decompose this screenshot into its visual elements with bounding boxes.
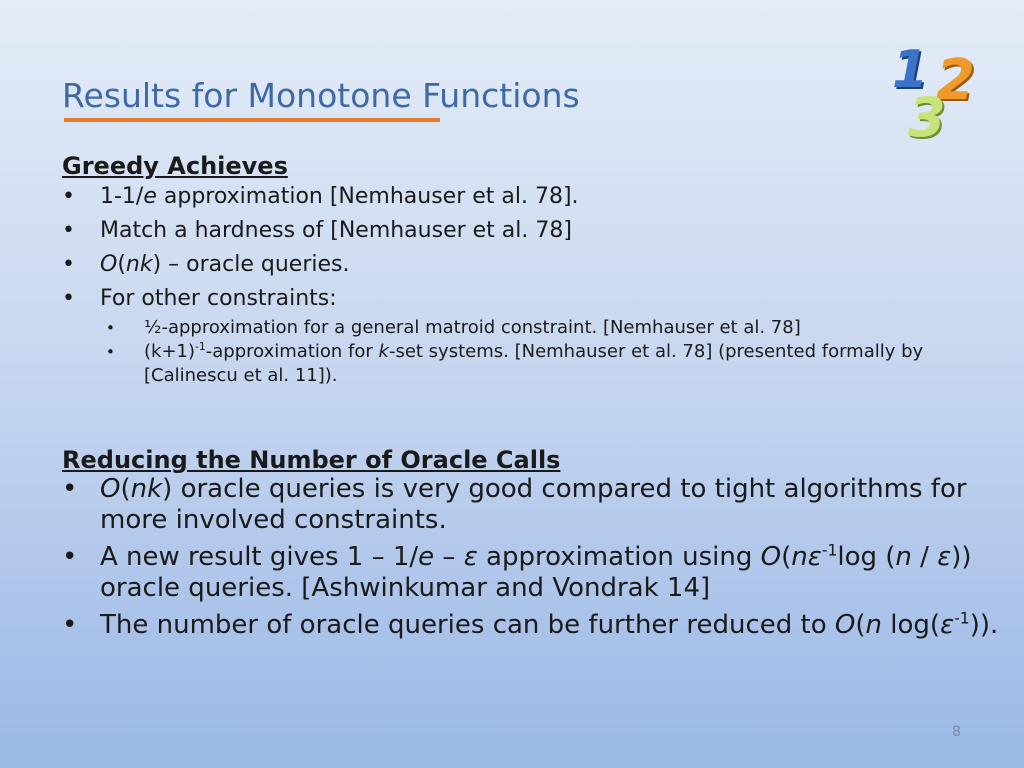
text: ) oracle queries is very good compared to tight algorithms for more involved constraints. xyxy=(100,474,967,535)
text-italic: O xyxy=(100,474,121,504)
logo-digit-2: 2 xyxy=(936,48,975,113)
text-italic: O xyxy=(760,542,782,572)
text: approximation [Nemhauser et al. 78]. xyxy=(156,184,579,209)
text-italic: n xyxy=(895,542,912,572)
text-italic: e xyxy=(143,184,157,209)
text: )). xyxy=(969,610,999,640)
text: ( xyxy=(120,474,131,504)
text: – xyxy=(434,542,464,572)
text: -approximation for xyxy=(205,341,379,362)
title-underline xyxy=(64,118,440,122)
text: ( xyxy=(117,252,126,277)
text: ( xyxy=(855,610,866,640)
page-number: 8 xyxy=(952,724,961,740)
bullet-oracle-queries xyxy=(62,248,974,282)
oracle-bullet-list xyxy=(62,474,1000,641)
greedy-section xyxy=(62,152,974,388)
bullet-other-constraints: • For other constraints: xyxy=(62,282,974,316)
text: / xyxy=(911,542,938,572)
greedy-bullet-list xyxy=(62,180,974,316)
text-italic: nk xyxy=(130,474,163,504)
superscript: -1 xyxy=(195,340,206,353)
bullet-onk-good xyxy=(62,474,1000,536)
sub-bullet-matroid: • ½-approximation for a general matroid constraint. [Nemhauser et al. 78] xyxy=(106,316,974,340)
numbers-logo-icon xyxy=(884,40,984,160)
text: (k+1) xyxy=(144,341,196,362)
bullet-approximation xyxy=(62,180,974,214)
text-italic: k xyxy=(378,341,389,362)
section-heading-oracle: Reducing the Number of Oracle Calls xyxy=(62,446,561,474)
text: 1-1/ xyxy=(100,184,144,209)
text: A new result gives 1 – 1/ xyxy=(100,542,419,572)
superscript: -1 xyxy=(954,609,970,628)
text-italic: ε xyxy=(937,542,952,572)
text-italic: O xyxy=(100,252,118,277)
logo-digit-1: 1 xyxy=(892,40,929,100)
superscript: -1 xyxy=(821,541,838,560)
text-italic: nk xyxy=(125,252,153,277)
oracle-calls-section xyxy=(62,446,1000,647)
text-italic: ε xyxy=(463,542,478,572)
text: ( xyxy=(781,542,792,572)
text-italic: ε xyxy=(940,610,955,640)
text-italic: O xyxy=(834,610,856,640)
text-italic: n xyxy=(791,542,808,572)
section-heading-greedy: Greedy Achieves xyxy=(62,152,288,180)
bullet-further-reduced xyxy=(62,610,1000,641)
bullet-new-result xyxy=(62,542,1000,604)
text: approximation using xyxy=(477,542,761,572)
text: log ( xyxy=(837,542,896,572)
text: -set systems. [Nemhauser et al. 78] (presented formally by [Calinescu et al. 11]). xyxy=(144,341,924,386)
logo-digit-3: 3 xyxy=(908,86,946,149)
bullet-hardness: • Match a hardness of [Nemhauser et al. 78] xyxy=(62,214,974,248)
text-italic: ε xyxy=(807,542,822,572)
slide-title: Results for Monotone Functions xyxy=(62,76,580,115)
text: )) oracle queries. [Ashwinkumar and Vondrak 14] xyxy=(100,542,972,603)
text: ) – oracle queries. xyxy=(152,252,350,277)
sub-bullet-kset xyxy=(106,340,974,388)
constraints-sub-list xyxy=(106,316,974,388)
text-italic: n xyxy=(865,610,883,640)
text: The number of oracle queries can be further reduced to xyxy=(100,610,835,640)
text-italic: e xyxy=(418,542,435,572)
text: log( xyxy=(882,610,941,640)
